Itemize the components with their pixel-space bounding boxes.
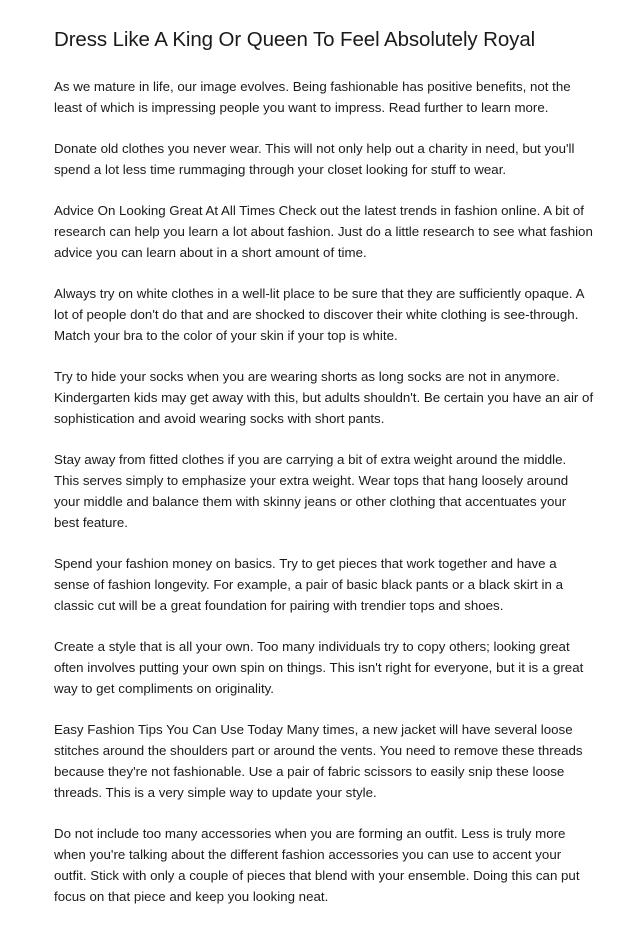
paragraph-4: Always try on white clothes in a well-lit place to be sure that they are sufficiently opaque. A lot of people don't do that and are shocked to discover their white clothing is see-through. Match your bra to the color of your skin if your top is white. <box>54 286 584 343</box>
paragraph-2: Donate old clothes you never wear. This will not only help out a charity in need, but you'll spend a lot less time rummaging through your closet looking for stuff to wear. <box>54 141 575 177</box>
page-title: Dress Like A King Or Queen To Feel Absolutely Royal <box>54 28 536 51</box>
paragraph-7: Spend your fashion money on basics. Try to get pieces that work together and have a sense of fashion longevity. For example, a pair of basic black pants or a black skirt in a classic cut will be a great foundation for pairing with trendier tops and shoes. <box>54 556 563 613</box>
paragraph-6: Stay away from fitted clothes if you are carrying a bit of extra weight around the middle. This serves simply to emphasize your extra weight. Wear tops that hang loosely around your middle and balance them with skinny jeans or other clothing that accentuates your best feature. <box>54 452 569 530</box>
paragraph-9: Easy Fashion Tips You Can Use Today Many times, a new jacket will have several loose stitches around the shoulders part or around the vents. You need to remove these threads because they're not fashionable. Use a pair of fabric scissors to easily snip these loose threads. This is a very simple way to update your style. <box>54 722 583 800</box>
paragraph-8: Create a style that is all your own. Too many individuals try to copy others; looking great often involves putting your own spin on things. This isn't right for everyone, but it is a great way to get compliments on originality. <box>54 639 584 696</box>
paragraph-10: Do not include too many accessories when you are forming an outfit. Less is truly more when you're talking about the different fashion accessories you can use to accent your outfit. Stick with only a couple of pieces that blend with your ensemble. Doing this can put focus on that piece and keep you looking neat. <box>54 826 580 904</box>
paragraph-3: Advice On Looking Great At All Times Check out the latest trends in fashion online. A bit of research can help you learn a lot about fashion. Just do a little research to see what fashion advice you can learn about in a short amount of time. <box>54 203 593 260</box>
paragraph-1: As we mature in life, our image evolves. Being fashionable has positive benefits, not the least of which is impressing people you want to impress. Read further to learn more. <box>54 79 571 115</box>
document-page <box>54 26 594 927</box>
paragraph-5: Try to hide your socks when you are wearing shorts as long socks are not in anymore. Kindergarten kids may get away with this, but adults shouldn't. Be certain you have an air of sophistication and avoid wearing socks with short pants. <box>54 369 594 426</box>
